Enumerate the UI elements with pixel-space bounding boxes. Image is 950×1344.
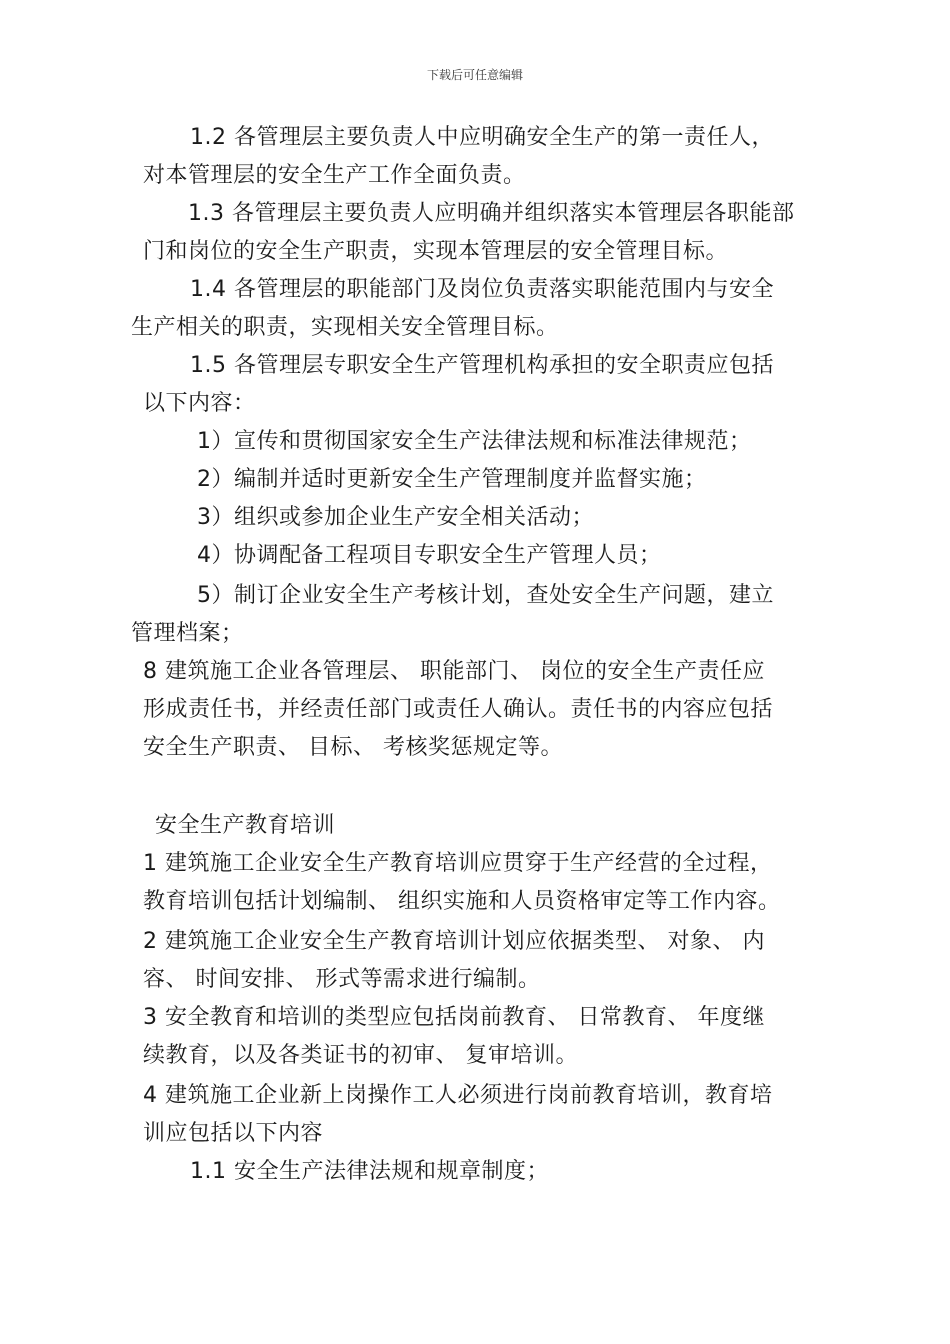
text-line: 1 建筑施工企业安全生产教育培训应贯穿于生产经营的全过程， xyxy=(143,851,773,876)
list-item: 1）宣传和贯彻国家安全生产法律法规和标准法律规范； xyxy=(197,429,752,454)
text-line: 1.2 各管理层主要负责人中应明确安全生产的第一责任人， xyxy=(190,125,774,150)
text-line: 门和岗位的安全生产职责，实现本管理层的安全管理目标。 xyxy=(143,239,729,264)
section-heading: 安全生产教育培训 xyxy=(155,813,336,838)
text-line: 安全生产职责、 目标、 考核奖惩规定等。 xyxy=(143,735,563,760)
text-line: 2 建筑施工企业安全生产教育培训计划应依据类型、 对象、 内 xyxy=(143,929,765,954)
text-line: 续教育，以及各类证书的初审、 复审培训。 xyxy=(143,1043,578,1068)
text-line: 1.4 各管理层的职能部门及岗位负责落实职能范围内与安全 xyxy=(190,277,774,302)
text-line: 教育培训包括计划编制、 组织实施和人员资格审定等工作内容。 xyxy=(143,889,781,914)
text-line: 以下内容： xyxy=(143,391,256,416)
text-line: 容、 时间安排、 形式等需求进行编制。 xyxy=(143,967,541,992)
list-item: 5）制订企业安全生产考核计划，查处安全生产问题，建立 xyxy=(197,583,774,608)
text-line: 1.3 各管理层主要负责人应明确并组织落实本管理层各职能部 xyxy=(188,201,795,226)
text-line: 对本管理层的安全生产工作全面负责。 xyxy=(143,163,526,188)
text-line: 形成责任书，并经责任部门或责任人确认。责任书的内容应包括 xyxy=(143,697,774,722)
text-line: 训应包括以下内容 xyxy=(143,1121,324,1146)
list-item: 2）编制并适时更新安全生产管理制度并监督实施； xyxy=(197,467,707,492)
text-line: 4 建筑施工企业新上岗操作工人必须进行岗前教育培训，教育培 xyxy=(143,1083,773,1108)
list-item: 3）组织或参加企业生产安全相关活动； xyxy=(197,505,594,530)
text-line: 生产相关的职责，实现相关安全管理目标。 xyxy=(131,315,559,340)
text-line: 1.5 各管理层专职安全生产管理机构承担的安全职责应包括 xyxy=(190,353,774,378)
text-line: 1.1 安全生产法律法规和规章制度； xyxy=(190,1159,549,1184)
text-line: 3 安全教育和培训的类型应包括岗前教育、 日常教育、 年度继 xyxy=(143,1005,765,1030)
list-item: 4）协调配备工程项目专职安全生产管理人员； xyxy=(197,543,662,568)
text-line: 管理档案； xyxy=(131,621,244,646)
page-header: 下载后可任意编辑 xyxy=(426,68,523,82)
text-line: 8 建筑施工企业各管理层、 职能部门、 岗位的安全生产责任应 xyxy=(143,659,765,684)
